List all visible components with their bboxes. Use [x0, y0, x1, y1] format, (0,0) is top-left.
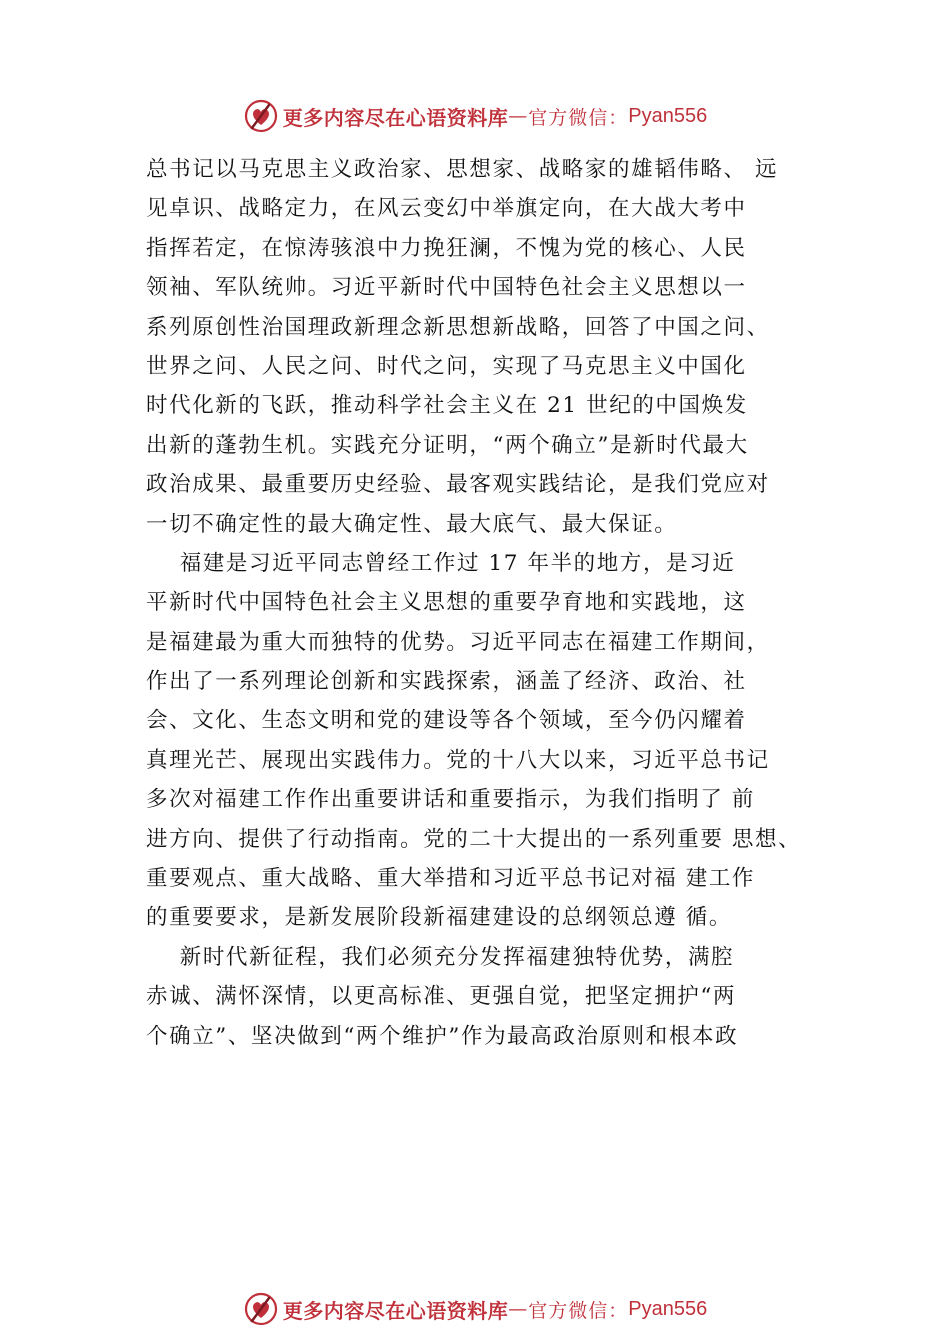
text-line: 一切不确定性的最大确定性、最大底气、最大保证。: [146, 511, 678, 537]
text-line: 进方向、提供了行动指南。党的二十大提出的一系列重要 思想、: [146, 826, 802, 852]
heart-pen-logo-icon: [243, 1291, 279, 1327]
footer-banner-title: 更多内容尽在心语资料库: [282, 1298, 509, 1323]
text-line: 福建是习近平同志曾经工作过 17 年半的地方，是习近: [146, 550, 736, 576]
article-body: [146, 150, 866, 1056]
footer-banner: [0, 1287, 950, 1331]
text-line: 的重要要求，是新发展阶段新福建建设的总纲领总遵 循。: [146, 905, 732, 931]
text-line: 平新时代中国特色社会主义思想的重要孕育地和实践地，这: [146, 590, 747, 616]
text-line: 领袖、军队统帅。习近平新时代中国特色社会主义思想以一: [146, 275, 747, 301]
text-line: 见卓识、战略定力，在风云变幻中举旗定向，在大战大考中: [146, 196, 747, 222]
header-banner-subtitle: 官方微信：: [528, 106, 629, 129]
footer-banner-subtitle: 官方微信：: [528, 1299, 629, 1322]
text-line: 新时代新征程，我们必须充分发挥福建独特优势，满腔: [146, 944, 735, 970]
text-line: 真理光芒、展现出实践伟力。党的十八大以来，习近平总书记: [146, 747, 770, 773]
text-line: 会、文化、生态文明和党的建设等各个领域，至今仍闪耀着: [146, 708, 747, 734]
text-line: 赤诚、满怀深情，以更高标准、更强自觉，把坚定拥护“两: [146, 984, 737, 1010]
text-line: 系列原创性治国理政新理念新思想新战略，回答了中国之问、: [146, 314, 770, 340]
header-wechat-id: Pyan556: [628, 104, 708, 127]
text-line: 指挥若定，在惊涛骇浪中力挽狂澜，不愧为党的核心、人民: [146, 235, 747, 261]
footer-banner-dash: —: [508, 1298, 529, 1320]
header-banner-title: 更多内容尽在心语资料库: [282, 105, 509, 130]
text-line: 政治成果、最重要历史经验、最客观实践结论，是我们党应对: [146, 472, 770, 498]
text-line: 总书记以马克思主义政治家、思想家、战略家的雄韬伟略、 远: [146, 157, 779, 182]
text-line: 是福建最为重大而独特的优势。习近平同志在福建工作期间，: [146, 629, 770, 655]
text-line: 作出了一系列理论创新和实践探索，涵盖了经济、政治、社: [146, 669, 747, 695]
text-line: 个确立”、坚决做到“两个维护”作为最高政治原则和根本政: [146, 1023, 739, 1049]
header-banner-dash: —: [508, 105, 529, 127]
text-line: 重要观点、重大战略、重大举措和习近平总书记对福 建工作: [146, 866, 756, 892]
text-line: 出新的蓬勃生机。实践充分证明，“两个确立”是新时代最大: [146, 432, 749, 458]
text-line: 时代化新的飞跃，推动科学社会主义在 21 世纪的中国焕发: [146, 393, 748, 419]
footer-wechat-id: Pyan556: [628, 1297, 708, 1320]
header-banner: [0, 94, 950, 138]
text-line: 多次对福建工作作出重要讲话和重要指示，为我们指明了 前: [146, 787, 756, 813]
heart-pen-logo-icon: [243, 98, 279, 134]
text-line: 世界之问、人民之问、时代之问，实现了马克思主义中国化: [146, 353, 747, 379]
